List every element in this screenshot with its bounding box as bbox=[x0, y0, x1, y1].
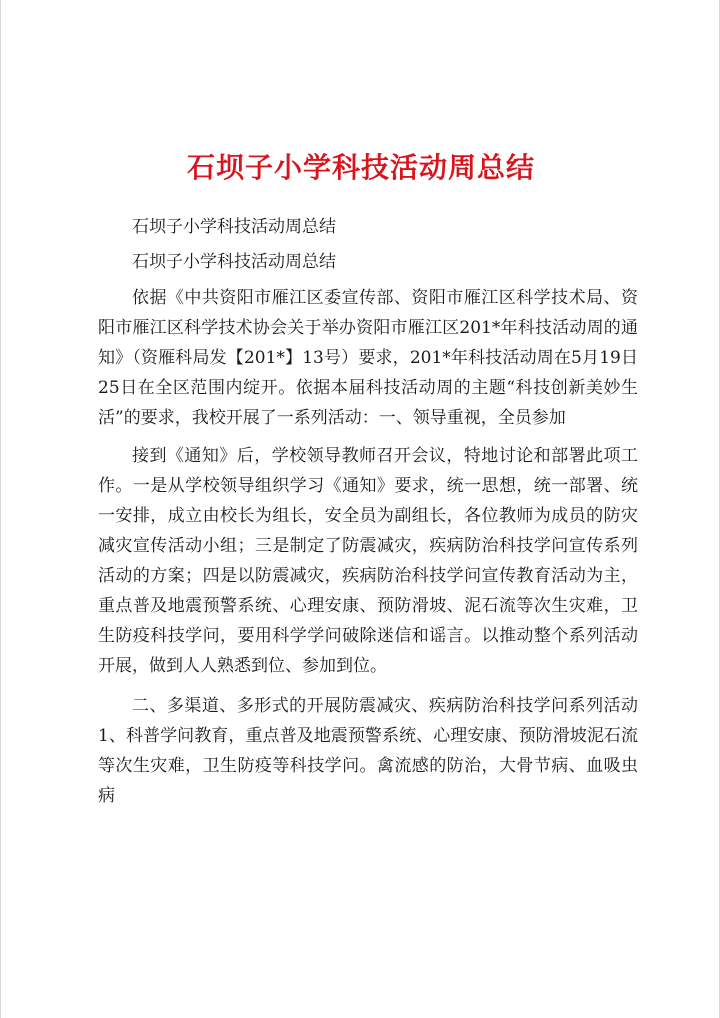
paragraph: 依据《中共资阳市雁江区委宣传部、资阳市雁江区科学技术局、资阳市雁江区科学技术协会关于举办资阳市雁江区201*年科技活动周的通知》（资雁科局发【201*】13号）要求，201*年科技活动周在5月19日25日在全区范围内绽开。依据本届科技活动周的主题“科技创新美妙生活”的要求，我校开展了一系列活动：一、领导重视，全员参加 bbox=[98, 288, 638, 428]
document-body bbox=[98, 212, 638, 819]
paragraph: 石坝子小学科技活动周总结 bbox=[132, 217, 336, 237]
document-title: 石坝子小学科技活动周总结 bbox=[186, 151, 535, 184]
paragraph: 二、多渠道、多形式的开展防震减灾、疾病防治科技学问系列活动1、科普学问教育，重点普及地震预警系统、心理安康、预防滑坡泥石流等次生灾难，卫生防疫等科技学问。禽流感的防治，大骨节病、血吸虫病 bbox=[98, 696, 638, 806]
paragraph: 接到《通知》后，学校领导教师召开会议，特地讨论和部署此项工作。一是从学校领导组织学习《通知》要求，统一思想，统一部署、统一安排，成立由校长为组长，安全员为副组长，各位教师为成员的防灾减灾宣传活动小组；三是制定了防震减灾，疾病防治科技学问宣传系列活动的方案；四是以防震减灾，疾病防治科技学问宣传教育活动为主，重点普及地震预警系统、心理安康、预防滑坡、泥石流等次生灾难，卫生防疫科技学问，要用科学学问破除迷信和谣言。以推动整个系列活动开展，做到人人熟悉到位、参加到位。 bbox=[98, 446, 638, 676]
paragraph: 石坝子小学科技活动周总结 bbox=[132, 252, 336, 272]
